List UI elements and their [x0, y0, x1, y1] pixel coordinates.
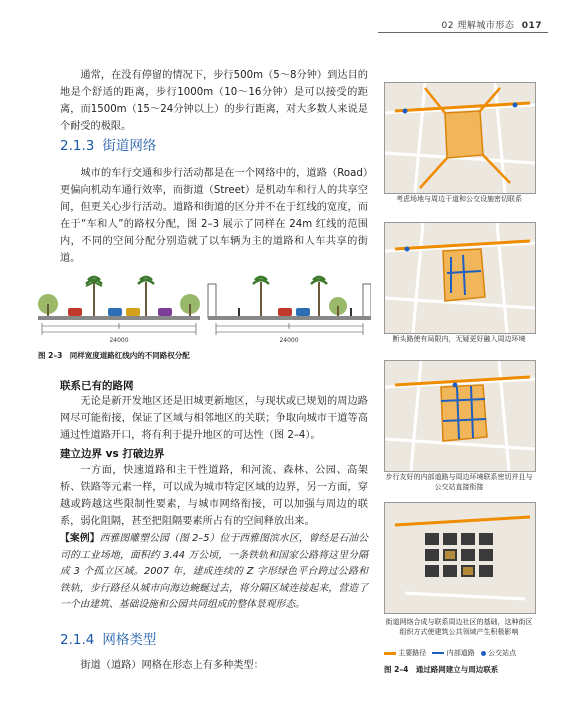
existing-network-paragraph: 无论是新开发地区还是旧城更新地区，与现状或已规划的周边路网尽可能衔接，保证了区域与相邻地区的关联；争取向城市干道等高通过性道路开口，将有利于提升地区的可达性（图 2–4）。 — [60, 396, 368, 441]
chapter-title: 02 理解城市形态 — [441, 21, 515, 31]
map-4 — [384, 502, 536, 614]
map-2 — [384, 222, 536, 334]
map-legend — [384, 648, 544, 658]
intro-paragraph: 通常，在没有停留的情况下，步行500m（5～8分钟）到达目的地是个舒适的距离，步行1000m（10～16分钟）是可以接受的距离，而1500m（15～24分钟以上）的步行距离，对大多数人来说是个耐受的极限。 — [60, 70, 368, 132]
legend-main-route: 主要路径 — [398, 649, 427, 657]
legend-main-route-icon — [384, 652, 396, 655]
map-3-drawing — [385, 361, 535, 471]
map-4-drawing — [385, 503, 535, 613]
figure-2-3 — [38, 262, 371, 347]
page-header — [442, 18, 543, 31]
map-1-drawing — [385, 83, 535, 193]
street-section-right — [208, 277, 371, 335]
legend-inner-road: 内部道路 — [446, 649, 475, 657]
case-label: 【案例】 — [60, 533, 100, 544]
left-width-label: 24000 — [109, 337, 129, 344]
figure-2-4-caption: 图 2–4 通过路网建立与周边联系 — [384, 665, 499, 674]
right-width-label: 24000 — [279, 337, 299, 344]
border-paragraph: 一方面，快速道路和主干性道路，和河流、森林、公园、高架桥、铁路等元素一样，可以成为城市特定区域的边界，另一方面，穿越或跨越这些限制性要素，与城市网络衔接，可以加强与周边的联系，弱化阻隔，甚至把阻隔要素所占有的空间释放出来。 — [60, 465, 368, 527]
grid-type-paragraph: 街道（道路）网格在形态上有多种类型： — [80, 660, 264, 671]
legend-inner-road-icon — [432, 652, 444, 654]
street-network-paragraph: 城市的车行交通和步行活动都是在一个网络中的，道路（Road）更偏向机动车通行效率，而街道（Street）是机动车和行人的共享空间，但更关心步行活动。道路和街道的区分并不在于红线的宽度，而在于“车和人”的路权分配，图 2–3 展示了同样在 24m 红线的范围内，不同的空间分配分别造就了以车辆为主的道路和人车共享的街道。 — [60, 168, 368, 264]
legend-bus-stop: 公交站点 — [488, 649, 517, 657]
map-2-drawing — [385, 223, 535, 333]
road-section-left — [38, 277, 200, 335]
side-caption-3: 步行友好的内部道路与周边环境联系密切并且与公交站直接衔接 — [385, 473, 533, 491]
side-caption-2: 断头路使有局限内，无疑更好融入周边环境 — [392, 335, 526, 343]
section-heading-2-1-4: 2.1.4 网格类型 — [60, 632, 157, 648]
case-text: 西雅图雕塑公园（图 2–5）位于西雅图滨水区，曾经是石油公司的工业场地，面积约 3.44 万公顷，一条铁轨和国家公路将这里分隔成 3 个孤立区域。2007 年，建成连续的 Z 字形绿色平台跨过公路和铁轨，步行路径从城市向海边蜿蜒过去，将分隔区域连接起来，营造了一个由建筑、基础设施和公园共同组成的整体景观形态。 — [60, 533, 369, 610]
street-section-diagram — [38, 262, 371, 347]
figure-2-3-caption: 图 2–3 同样宽度道路红线内的不同路权分配 — [38, 351, 190, 360]
header-divider — [378, 32, 548, 33]
legend-bus-stop-icon — [481, 651, 486, 656]
side-caption-1: 考虑场地与周边干道和公交设施密切联系 — [396, 195, 522, 203]
section-heading-2-1-3: 2.1.3 街道网络 — [60, 138, 157, 154]
page-number: 017 — [521, 21, 542, 31]
case-study-block — [60, 531, 368, 614]
subheading-existing-network: 联系已有的路网 — [60, 380, 134, 392]
side-caption-4: 街道网络合成与联系周边社区的基础，这种街区组织方式使建筑公共领域产生积极影响 — [385, 618, 533, 636]
map-1 — [384, 82, 536, 194]
subheading-border: 建立边界 vs 打破边界 — [60, 448, 165, 460]
map-3 — [384, 360, 536, 472]
